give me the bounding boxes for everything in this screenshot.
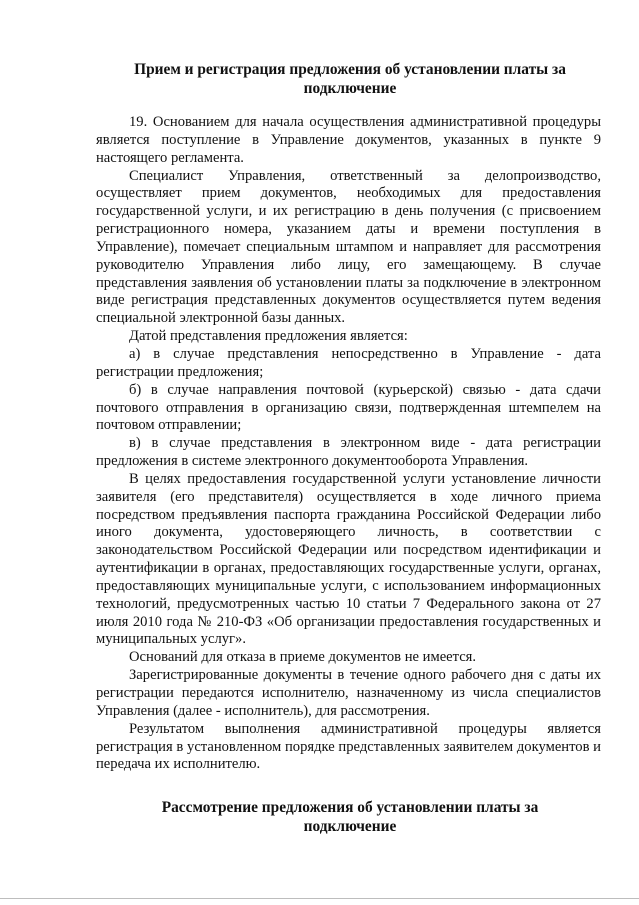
paragraph-no-refusal-grounds: Оснований для отказа в приеме документов не имеется. (129, 649, 477, 666)
paragraph-identity-verification: В целях предоставления государственной услуги установление личности заявителя (его представителя) осуществляется в ходе личного приема посредством предъявления паспорта гражданина Российской Федерации либо иного документа, удостоверяющего личность, в соответствии с законодательством Российской Федерации или посредством идентификации и аутентификации в органах, предоставляющих государственные услуги, органах, предоставляющих муниципальные услуги, с использованием информационных технологий, предусмотренных частью 10 статьи 7 Федерального закона от 27 июля 2010 года № 210-ФЗ «Об организации предоставления государственных и муниципальных услуг». (96, 470, 601, 648)
paragraph-transfer-to-executor: Зарегистрированные документы в течение одного рабочего дня с даты их регистрации передаются исполнителю, назначенному из числа специалистов Управления (далее - исполнитель), для рассмотрения. (96, 667, 601, 719)
paragraph-specialist-registration: Специалист Управления, ответственный за делопроизводство, осуществляет прием документов, необходимых для предоставления государственной услуги, и их регистрацию в день получения (с присвоением регистрационного номера, указанием даты и времени поступления в Управление), помечает специальным штампом и направляет для рассмотрения руководителю Управления либо лицу, его замещающему. В случае представления заявления об установлении платы за подключение в электронном виде регистрация представленных документов осуществляется путем ведения специальной электронной базы данных. (96, 167, 601, 327)
section-heading-registration (100, 60, 600, 98)
paragraph-item-b: б) в случае направления почтовой (курьерской) связью - дата сдачи почтового отправления в организацию связи, подтвержденная штемпелем на почтовом отправлении; (96, 381, 601, 434)
section-heading-line-2: подключение (303, 818, 397, 835)
section-heading-line-1: Прием и регистрация предложения об установлении платы за (134, 61, 566, 78)
section-heading-review (100, 798, 600, 836)
paragraph-item-c: в) в случае представления в электронном виде - дата регистрации предложения в системе электронного документооборота Управления. (96, 435, 601, 470)
section-heading-line-1: Рассмотрение предложения об установлении платы за (161, 799, 539, 816)
scan-bottom-edge (0, 898, 639, 899)
document-body (96, 114, 601, 774)
paragraph-19-basis: 19. Основанием для начала осуществления административной процедуры является поступление в Управление документов, указанных в пункте 9 настоящего регламента. (96, 114, 601, 166)
section-heading-line-2: подключение (303, 80, 397, 97)
paragraph-item-a: а) в случае представления непосредственно в Управление - дата регистрации предложения; (96, 345, 601, 380)
paragraph-submission-date-intro: Датой представления предложения является: (129, 328, 408, 345)
paragraph-procedure-result: Результатом выполнения административной процедуры является регистрация в установленном порядке представленных заявителем документов и передача их исполнителю. (96, 720, 601, 773)
